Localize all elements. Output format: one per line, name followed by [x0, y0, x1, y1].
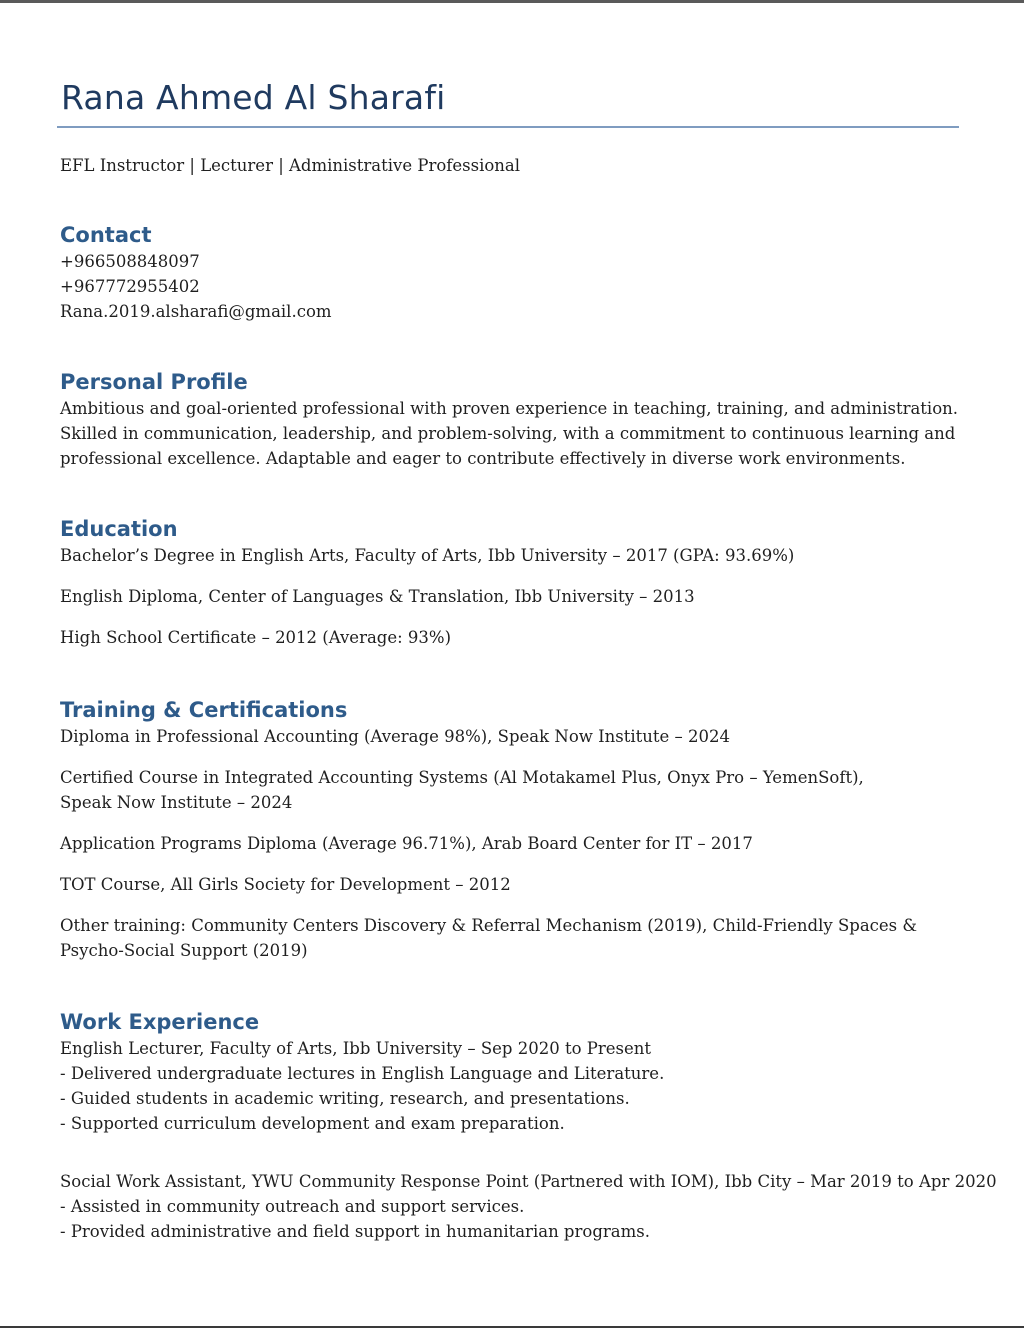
job-bullet: - Supported curriculum development and exam preparation. — [60, 1114, 565, 1133]
tagline: EFL Instructor | Lecturer | Administrative Professional — [60, 156, 521, 175]
education-heading: Education — [60, 517, 178, 541]
profile-line-2: Skilled in communication, leadership, and problem-solving, with a commitment to continuous learning and — [60, 424, 956, 443]
training-heading: Training & Certifications — [60, 698, 348, 722]
training-item: Application Programs Diploma (Average 96.71%), Arab Board Center for IT – 2017 — [60, 834, 753, 853]
job-title: Social Work Assistant, YWU Community Response Point (Partnered with IOM), Ibb City – Mar 2019 to Apr 2020 — [60, 1172, 997, 1191]
job-spacer — [60, 1136, 940, 1169]
education-item: Bachelor’s Degree in English Arts, Faculty of Arts, Ibb University – 2017 (GPA: 93.69%) — [60, 546, 795, 565]
page-top-edge — [0, 0, 1024, 3]
training-item: Certified Course in Integrated Accounting Systems (Al Motakamel Plus, Onyx Pro – YemenSoft), Speak Now Institute – 2024 — [60, 768, 864, 812]
job-bullet: - Guided students in academic writing, research, and presentations. — [60, 1089, 630, 1108]
training-item: TOT Course, All Girls Society for Development – 2012 — [60, 875, 511, 894]
work-section — [60, 1008, 997, 1244]
candidate-name: Rana Ahmed Al Sharafi — [61, 78, 446, 117]
education-item: High School Certificate – 2012 (Average: 93%) — [60, 628, 452, 647]
contact-section — [60, 221, 940, 324]
job-title: English Lecturer, Faculty of Arts, Ibb University – Sep 2020 to Present — [60, 1039, 652, 1058]
phone-saudi: +966508848097 — [60, 252, 200, 271]
job-bullet: - Delivered undergraduate lectures in English Language and Literature. — [60, 1064, 665, 1083]
contact-heading: Contact — [60, 223, 152, 247]
training-item: Other training: Community Centers Discovery & Referral Mechanism (2019), Child-Friendly Spaces & Psycho-Social Support (2019) — [60, 916, 918, 960]
profile-line-3: professional excellence. Adaptable and eager to contribute effectively in diverse work environments. — [60, 449, 906, 468]
education-item: English Diploma, Center of Languages & Translation, Ibb University – 2013 — [60, 587, 695, 606]
name-divider — [57, 126, 959, 128]
phone-yemen: +967772955402 — [60, 277, 200, 296]
email-address: Rana.2019.alsharafi@gmail.com — [60, 302, 332, 321]
profile-heading: Personal Profile — [60, 370, 248, 394]
training-section — [60, 696, 940, 979]
training-item: Diploma in Professional Accounting (Average 98%), Speak Now Institute – 2024 — [60, 727, 731, 746]
work-heading: Work Experience — [60, 1010, 260, 1034]
education-section — [60, 515, 940, 666]
profile-line-1: Ambitious and goal-oriented professional with proven experience in teaching, training, and administration. — [60, 399, 959, 418]
job-bullet: - Provided administrative and field support in humanitarian programs. — [60, 1222, 650, 1241]
profile-section — [60, 368, 959, 471]
job-bullet: - Assisted in community outreach and support services. — [60, 1197, 525, 1216]
